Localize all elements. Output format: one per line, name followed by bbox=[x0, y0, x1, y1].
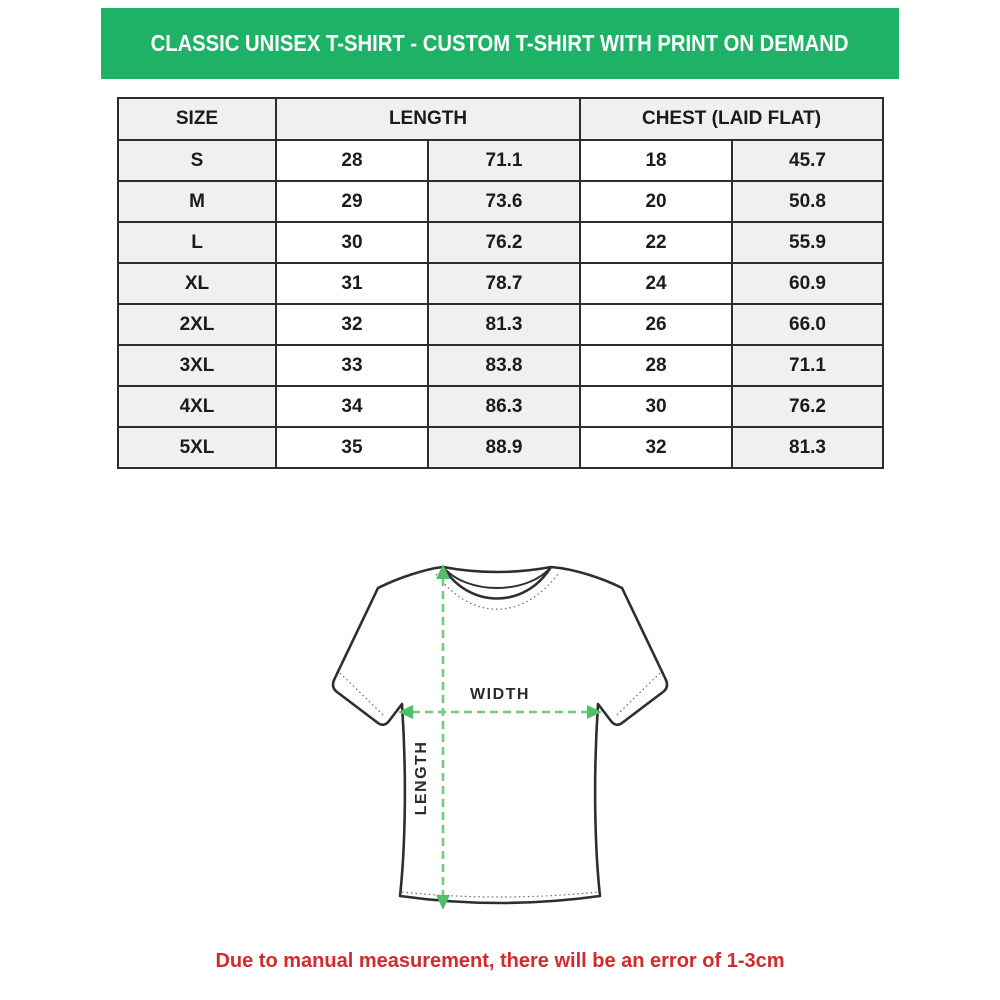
chest-cm-cell: 71.1 bbox=[732, 345, 883, 386]
length-in-cell: 30 bbox=[276, 222, 428, 263]
length-in-cell: 28 bbox=[276, 140, 428, 181]
length-cm-cell: 76.2 bbox=[428, 222, 580, 263]
chest-cm-cell: 76.2 bbox=[732, 386, 883, 427]
col-header-size: SIZE bbox=[118, 98, 276, 140]
chest-cm-cell: 66.0 bbox=[732, 304, 883, 345]
col-header-length: LENGTH bbox=[276, 98, 580, 140]
chest-cm-cell: 50.8 bbox=[732, 181, 883, 222]
length-in-cell: 32 bbox=[276, 304, 428, 345]
chest-in-cell: 30 bbox=[580, 386, 732, 427]
length-arrow-head-bottom bbox=[436, 895, 450, 910]
length-cm-cell: 71.1 bbox=[428, 140, 580, 181]
table-row bbox=[118, 181, 883, 222]
chest-in-cell: 18 bbox=[580, 140, 732, 181]
length-in-cell: 31 bbox=[276, 263, 428, 304]
title-banner bbox=[101, 8, 899, 79]
length-cm-cell: 86.3 bbox=[428, 386, 580, 427]
chest-in-cell: 24 bbox=[580, 263, 732, 304]
table-header-row bbox=[118, 98, 883, 140]
size-cell: XL bbox=[118, 263, 276, 304]
page-title: CLASSIC UNISEX T-SHIRT - CUSTOM T-SHIRT WITH PRINT ON DEMAND bbox=[151, 30, 849, 56]
measurement-error-note: Due to manual measurement, there will be an error of 1-3cm bbox=[215, 950, 785, 972]
table-row bbox=[118, 263, 883, 304]
length-cm-cell: 88.9 bbox=[428, 427, 580, 468]
col-header-chest: CHEST (LAID FLAT) bbox=[580, 98, 883, 140]
table-row bbox=[118, 222, 883, 263]
size-cell: 3XL bbox=[118, 345, 276, 386]
length-in-cell: 35 bbox=[276, 427, 428, 468]
size-cell: 5XL bbox=[118, 427, 276, 468]
chest-in-cell: 26 bbox=[580, 304, 732, 345]
width-label: WIDTH bbox=[470, 686, 530, 703]
length-cm-cell: 83.8 bbox=[428, 345, 580, 386]
size-table bbox=[117, 97, 884, 469]
length-cm-cell: 73.6 bbox=[428, 181, 580, 222]
length-in-cell: 34 bbox=[276, 386, 428, 427]
chest-in-cell: 32 bbox=[580, 427, 732, 468]
tshirt-measurement-diagram bbox=[330, 550, 670, 922]
length-cm-cell: 81.3 bbox=[428, 304, 580, 345]
length-label: LENGTH bbox=[413, 740, 430, 816]
table-row bbox=[118, 140, 883, 181]
size-cell: M bbox=[118, 181, 276, 222]
chest-cm-cell: 55.9 bbox=[732, 222, 883, 263]
table-row bbox=[118, 427, 883, 468]
size-cell: 4XL bbox=[118, 386, 276, 427]
chest-cm-cell: 45.7 bbox=[732, 140, 883, 181]
table-row bbox=[118, 386, 883, 427]
size-cell: S bbox=[118, 140, 276, 181]
table-row bbox=[118, 304, 883, 345]
table-row bbox=[118, 345, 883, 386]
chest-cm-cell: 60.9 bbox=[732, 263, 883, 304]
chest-in-cell: 28 bbox=[580, 345, 732, 386]
chest-in-cell: 20 bbox=[580, 181, 732, 222]
tshirt-outline bbox=[333, 567, 667, 903]
length-in-cell: 29 bbox=[276, 181, 428, 222]
length-cm-cell: 78.7 bbox=[428, 263, 580, 304]
chest-in-cell: 22 bbox=[580, 222, 732, 263]
size-cell: L bbox=[118, 222, 276, 263]
length-in-cell: 33 bbox=[276, 345, 428, 386]
chest-cm-cell: 81.3 bbox=[732, 427, 883, 468]
size-cell: 2XL bbox=[118, 304, 276, 345]
